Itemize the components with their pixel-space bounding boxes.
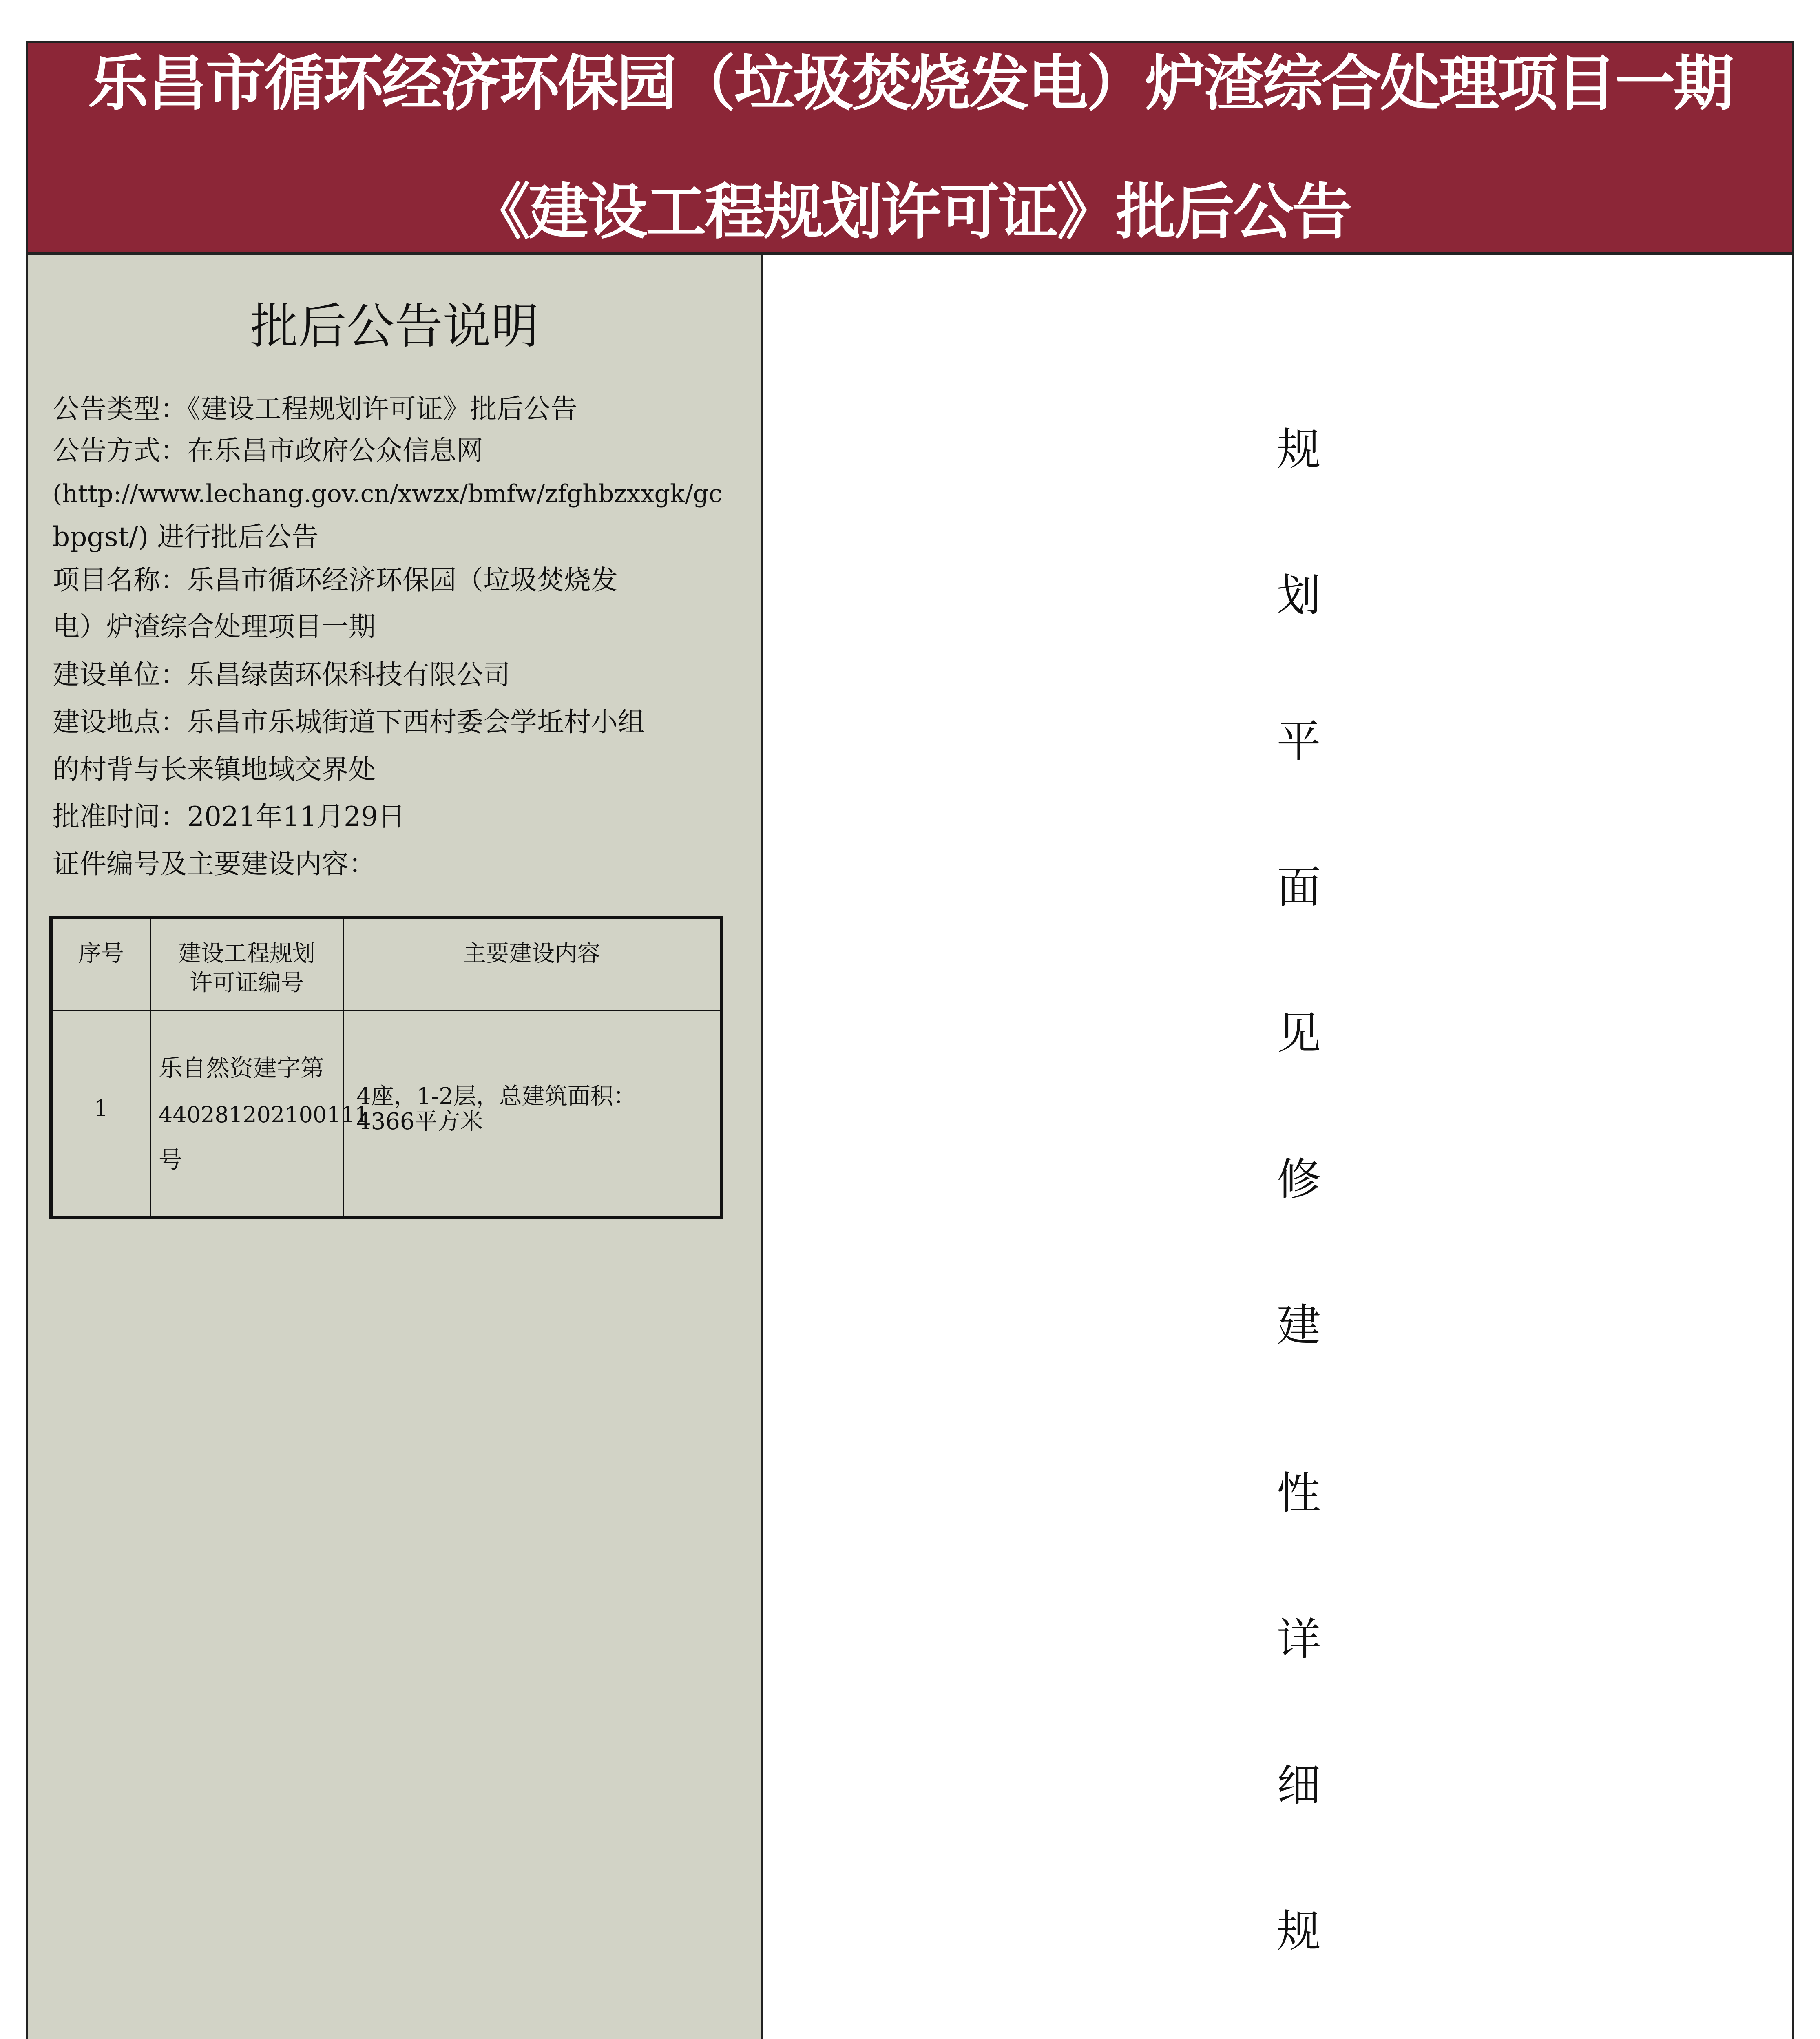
- construction-site-line2: 的村背与长来镇地域交界处: [53, 754, 376, 785]
- caption-char: 规: [1276, 1906, 1321, 1957]
- table-row-permit-no-1: 乐自然资建字第: [159, 1054, 325, 1082]
- table-header-permit-no-2: 许可证编号: [190, 970, 304, 996]
- notice-type: 公告类型：《建设工程规划许可证》批后公告: [53, 393, 577, 425]
- notice-description-panel: [28, 255, 763, 2039]
- table-row-permit-no-3: 号: [159, 1146, 183, 1174]
- caption-char: 修: [1276, 1154, 1321, 1205]
- construction-unit: 建设单位：乐昌绿茵环保科技有限公司: [53, 659, 510, 690]
- permit-content-label: 证件编号及主要建设内容：: [53, 848, 376, 880]
- header-title-line2: 《建设工程规划许可证》批后公告: [470, 177, 1351, 247]
- notice-url-line2: bpgst/) 进行批后公告: [53, 521, 319, 553]
- permit-table: [49, 916, 723, 1219]
- caption-char: 详: [1276, 1614, 1321, 1665]
- caption-char: 见: [1276, 1008, 1321, 1059]
- table-header-permit-no-1: 建设工程规划: [178, 940, 315, 967]
- notice-method: 公告方式：在乐昌市政府公众信息网: [53, 435, 483, 466]
- notice-board: [26, 41, 1794, 2039]
- project-name-line1: 项目名称：乐昌市循环经济环保园（垃圾焚烧发: [53, 564, 618, 596]
- table-row-content-1: 4座，1-2层，总建筑面积：: [356, 1083, 636, 1110]
- construction-site-line1: 建设地点：乐昌市乐城街道下西村委会学坵村小组: [53, 706, 645, 738]
- notice-url-line1: (http://www.lechang.gov.cn/xwzx/bmfw/zfghbzxxgk/gc: [53, 480, 723, 508]
- table-header-content: 主要建设内容: [463, 940, 600, 967]
- approval-date: 批准时间：2021年11月29日: [53, 801, 405, 832]
- panel-title: 批后公告说明: [250, 298, 539, 354]
- table-header-seq: 序号: [78, 940, 124, 967]
- project-name-line2: 电）炉渣综合处理项目一期: [53, 611, 376, 642]
- caption-char: 性: [1276, 1468, 1321, 1519]
- caption-char: 平: [1276, 716, 1321, 767]
- table-row-seq: 1: [94, 1095, 108, 1122]
- caption-char: 细: [1276, 1760, 1321, 1811]
- table-row-content-2: 4366平方米: [356, 1108, 483, 1135]
- notice-header: [28, 43, 1792, 255]
- caption-char: 规: [1276, 424, 1321, 475]
- table-row-permit-no-2: 440281202100111: [159, 1102, 369, 1128]
- caption-char: 面: [1276, 862, 1321, 913]
- caption-char: 划: [1276, 570, 1321, 621]
- header-title-line1: 乐昌市循环经济环保园（垃圾焚烧发电）炉渣综合处理项目一期: [88, 49, 1732, 119]
- caption-char: 建: [1276, 1300, 1321, 1351]
